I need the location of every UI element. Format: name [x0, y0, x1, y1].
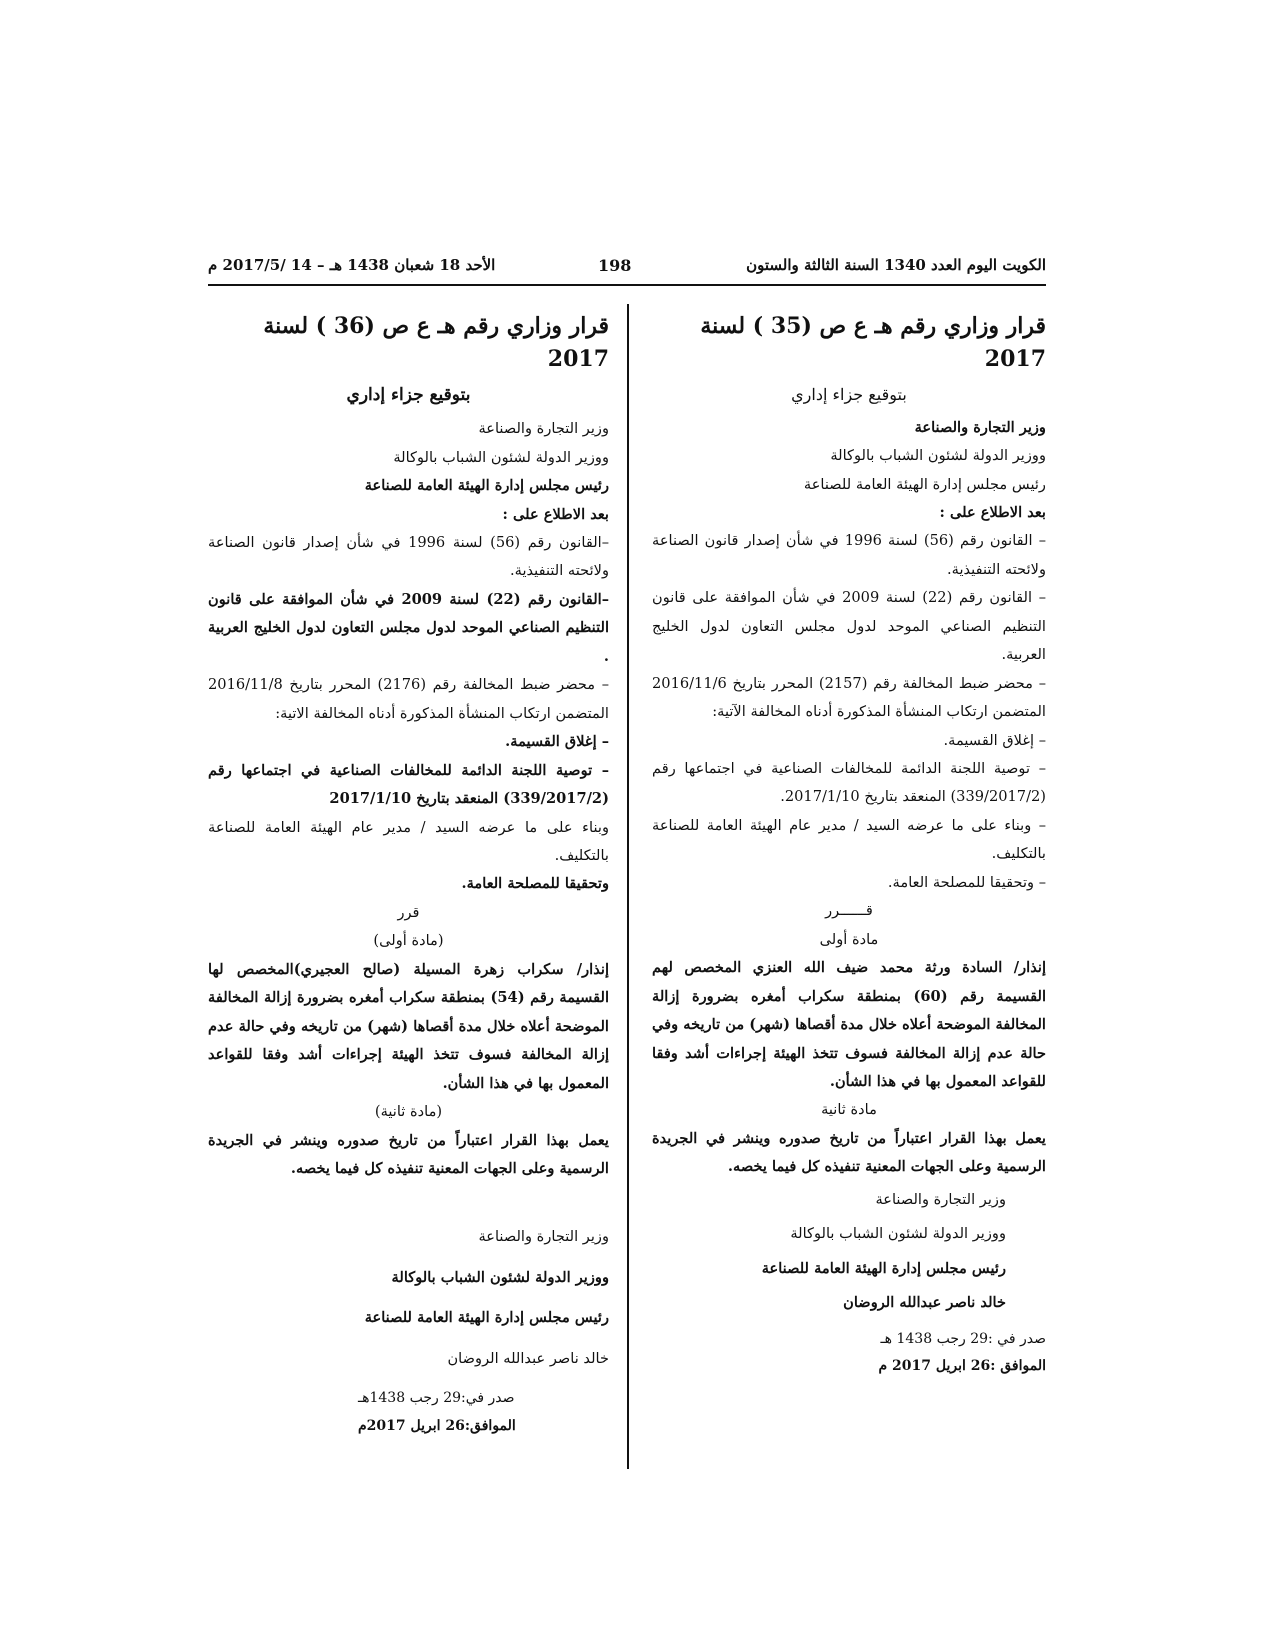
issue-date: الأحد 18 شعبان 1438 هـ – 14 /2017/5 م	[208, 256, 496, 274]
article-text: يعمل بهذا القرار اعتباراً من تاريخ صدوره وينشر في الجريدة الرسمية وعلى الجهات المعنية تنفيذه كل فيما يخصه.	[208, 1131, 609, 1177]
issuer-line: ووزير الدولة لشئون الشباب بالوكالة	[393, 448, 609, 466]
signature-line: وزير التجارة والصناعة	[875, 1190, 1006, 1208]
signature-block	[208, 1223, 609, 1373]
article-text: يعمل بهذا القرار اعتباراً من تاريخ صدوره وينشر في الجريدة الرسمية وعلى الجهات المعنية تنفيذه كل فيما يخصه.	[652, 1129, 1046, 1176]
public-interest-clause: وتحقيقا للمصلحة العامة.	[461, 875, 609, 893]
header-rule	[208, 284, 1046, 286]
article-heading: (مادة ثانية)	[374, 1103, 443, 1121]
signature-line: ووزير الدولة لشئون الشباب بالوكالة	[790, 1225, 1006, 1243]
decision-title: قرار وزاري رقم هـ ع ص (36 ) لسنة 2017	[263, 313, 609, 372]
decided-heading: قرر	[397, 903, 420, 921]
law-reference: – القانون رقم (22) لسنة 2009 في شأن الموافقة على قانون التنظيم الصناعي الموحد لدول مجلس التعاون لدول الخليج العربية.	[652, 589, 1046, 664]
page-number: 198	[598, 256, 632, 275]
issuer-line: ووزير الدولة لشئون الشباب بالوكالة	[830, 447, 1046, 465]
law-reference: –القانون رقم (22) لسنة 2009 في شأن الموافقة على قانون التنظيم الصناعي الموحد لدول مجلس التعاون لدول الخليج العربية .	[208, 590, 609, 665]
issue-dates	[208, 1385, 609, 1440]
article-text: إنذار/ السادة ورثة محمد ضيف الله العنزي المخصص لهم القسيمة رقم (60) بمنطقة سكراب أمغره بضرورة إزالة المخالفة الموضحة أعلاه خلال مدة أقصاها (شهر) من تاريخه وفي حالة عدم إزالة المخالفة فسوف تتخذ الهيئة إجراءات أشد وفقا للقواعد المعمول بها في هذا الشأن.	[652, 959, 1046, 1091]
publication-info: الكويت اليوم العدد 1340 السنة الثالثة والستون	[746, 256, 1046, 274]
column-divider	[627, 304, 629, 1469]
committee-recommendation: – توصية اللجنة الدائمة للمخالفات الصناعية في اجتماعها رقم (339/2017/2) المنعقد بتاريخ 2017/1/10	[208, 761, 609, 808]
issuer-line: رئيس مجلس إدارة الهيئة العامة للصناعة	[803, 475, 1046, 493]
signature-line: وزير التجارة والصناعة	[478, 1228, 609, 1246]
article-heading: مادة أولى	[819, 930, 879, 948]
signature-line: رئيس مجلس إدارة الهيئة العامة للصناعة	[364, 1309, 609, 1327]
committee-recommendation: – توصية اللجنة الدائمة للمخالفات الصناعية في اجتماعها رقم (339/2017/2) المنعقد بتاريخ 2017/1/10.	[652, 760, 1046, 806]
decision-subtitle: بتوقيع جزاء إداري	[346, 385, 471, 405]
signature-block	[652, 1186, 1046, 1318]
based-on-clause: – وبناء على ما عرضه السيد / مدير عام الهيئة العامة للصناعة بالتكليف.	[652, 816, 1046, 863]
corresponding-date: الموافق :26 ابريل 2017 م	[878, 1357, 1046, 1374]
after-review-heading: بعد الاطلاع على :	[502, 505, 609, 523]
issued-date: صدر في:29 رجب 1438هـ	[358, 1390, 515, 1407]
decision-35-column	[652, 304, 1046, 1380]
issue-dates	[652, 1326, 1046, 1381]
after-review-heading: بعد الاطلاع على :	[939, 503, 1046, 521]
signature-line: رئيس مجلس إدارة الهيئة العامة للصناعة	[761, 1259, 1006, 1277]
signatory-name: خالد ناصر عبدالله الروضان	[447, 1349, 609, 1367]
decided-heading: قــــــرر	[825, 902, 873, 920]
signature-line: ووزير الدولة لشئون الشباب بالوكالة	[391, 1268, 609, 1286]
law-reference: – القانون رقم (56) لسنة 1996 في شأن إصدار قانون الصناعة ولائحته التنفيذية.	[652, 532, 1046, 578]
issuer-line: وزير التجارة والصناعة	[478, 420, 609, 438]
article-heading: مادة ثانية	[821, 1101, 877, 1119]
violation-report: – محضر ضبط المخالفة رقم (2157) المحرر بتاريخ 2016/11/6 المتضمن ارتكاب المنشأة المذكورة أدناه المخالفة الآتية:	[652, 674, 1046, 721]
public-interest-clause: – وتحقيقا للمصلحة العامة.	[887, 873, 1046, 891]
violation-item: – إغلاق القسيمة.	[505, 733, 609, 751]
corresponding-date: الموافق:26 ابريل 2017م	[358, 1417, 516, 1434]
violation-item: – إغلاق القسيمة.	[943, 731, 1046, 749]
decision-subtitle: بتوقيع جزاء إداري	[791, 385, 907, 404]
issuer-line: وزير التجارة والصناعة	[914, 418, 1046, 436]
law-reference: –القانون رقم (56) لسنة 1996 في شأن إصدار قانون الصناعة ولائحته التنفيذية.	[208, 534, 609, 580]
decision-title: قرار وزاري رقم هـ ع ص (35 ) لسنة 2017	[700, 313, 1046, 372]
issuer-line: رئيس مجلس إدارة الهيئة العامة للصناعة	[364, 477, 609, 495]
article-heading: (مادة أولى)	[373, 932, 444, 950]
issued-date: صدر في :29 رجب 1438 هـ	[880, 1330, 1046, 1347]
decision-36-column	[208, 304, 609, 1440]
article-text: إنذار/ سكراب زهرة المسيلة (صالح العجيري)المخصص لها القسيمة رقم (54) بمنطقة سكراب أمغره بضرورة إزالة المخالفة الموضحة أعلاه خلال مدة أقصاها (شهر) من تاريخه وفي حالة عدم إزالة المخالفة فسوف تتخذ الهيئة إجراءات أشد وفقا للقواعد المعمول بها في هذا الشأن.	[208, 960, 609, 1092]
violation-report: – محضر ضبط المخالفة رقم (2176) المحرر بتاريخ 2016/11/8 المتضمن ارتكاب المنشأة المذكورة أدناه المخالفة الاتية:	[208, 676, 609, 722]
based-on-clause: وبناء على ما عرضه السيد / مدير عام الهيئة العامة للصناعة بالتكليف.	[208, 818, 609, 864]
page-header	[208, 256, 1046, 282]
signatory-name: خالد ناصر عبدالله الروضان	[843, 1294, 1006, 1312]
